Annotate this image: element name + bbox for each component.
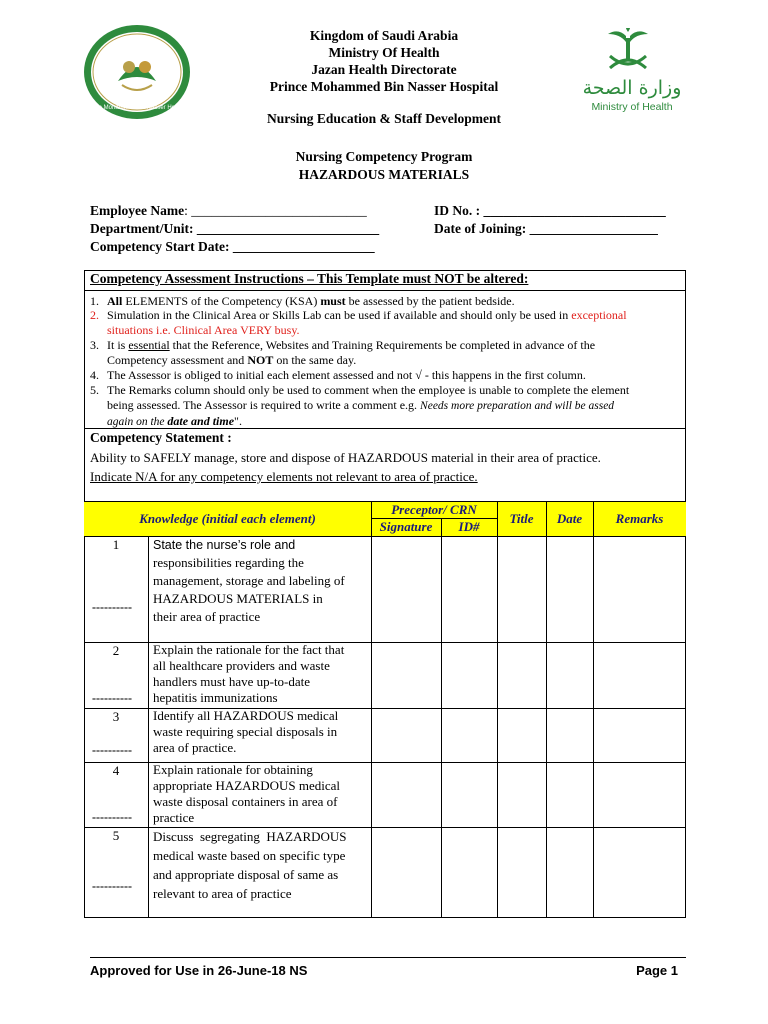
id-header: ID# [458, 519, 480, 534]
header-hospital: Prince Mohammed Bin Nasser Hospital [269, 79, 499, 94]
initial-line: ---------- [92, 810, 132, 824]
table-row [84, 762, 686, 827]
statement-na-note: Indicate N/A for any competency elements not relevant to area of practice. [90, 469, 478, 484]
preceptor-header: Preceptor/ CRN [391, 502, 477, 517]
row-number: 1 [112, 537, 120, 552]
footer-divider [90, 957, 686, 958]
initial-line: ---------- [92, 743, 132, 757]
element-text: management, storage and labeling of [153, 573, 345, 588]
element-text: medical waste based on specific type [153, 848, 346, 863]
element-text: Discuss segregating HAZARDOUS [153, 829, 347, 844]
instruction-1: 1. All ELEMENTS of the Competency (KSA) must be assessed by the patient bedside. [90, 294, 515, 308]
element-text: and appropriate disposal of same as [153, 867, 339, 882]
statement-text: Ability to SAFELY manage, store and dispose of HAZARDOUS material in their area of practice. [90, 450, 601, 465]
element-text: area of practice. [153, 740, 237, 755]
topic-title: HAZARDOUS MATERIALS [298, 167, 470, 182]
header-directorate: Jazan Health Directorate [311, 62, 457, 77]
approval-note: Approved for Use in 26-June-18 NS [90, 963, 308, 978]
initial-line: ---------- [92, 879, 132, 893]
header-country: Kingdom of Saudi Arabia [309, 28, 459, 43]
table-row [84, 827, 686, 918]
row-number: 2 [112, 643, 120, 658]
logo-english-text: Ministry of Health [591, 101, 673, 113]
title-header: Title [509, 511, 534, 526]
element-text: HAZARDOUS MATERIALS in [153, 591, 323, 606]
employee-name-field: Employee Name: __________________________ [90, 203, 367, 218]
id-no-field: ID No. : ___________________________ [434, 203, 666, 218]
seal-text: Prince Mohammed bin Nasser Hospital [84, 105, 190, 111]
initial-line: ---------- [92, 691, 132, 705]
start-date-field: Competency Start Date: _____________________ [90, 239, 375, 254]
knowledge-header: Knowledge (initial each element) [139, 511, 316, 526]
element-text: handlers must have up-to-date [153, 674, 311, 689]
instruction-2: 2. Simulation in the Clinical Area or Skills Lab can be used if available and should only be used in exceptional situations i.e. Clinical Area VERY busy. [90, 308, 627, 337]
table-row [84, 536, 686, 642]
logo-arabic-text: وزارة الصحة [582, 77, 682, 99]
page-number: Page 1 [636, 963, 678, 978]
instruction-3: 3. It is essential that the Reference, Websites and Training Requirements be completed in advance of the Competency assessment and NOT on the same day. [90, 338, 596, 367]
element-text: hepatitis immunizations [153, 690, 278, 705]
instruction-5: 5. The Remarks column should only be used to comment when the employee is unable to complete the element being assessed. The Assessor is required to write a comment e.g. Needs more preparation and will be assed again on the date and time". [90, 383, 630, 428]
date-header: Date [556, 511, 583, 526]
department-unit-field: Department/Unit: ___________________________ [90, 221, 380, 236]
table-row [84, 708, 686, 762]
row-number: 3 [112, 709, 120, 724]
element-text: Explain the rationale for the fact that [153, 642, 345, 657]
statement-title: Competency Statement : [90, 430, 232, 445]
instructions-title: Competency Assessment Instructions – This Template must NOT be altered: [90, 271, 529, 286]
header-ministry: Ministry Of Health [328, 45, 440, 60]
row-number: 4 [112, 763, 120, 778]
element-text: Identify all HAZARDOUS medical [153, 708, 339, 723]
header-department: Nursing Education & Staff Development [266, 111, 501, 126]
signature-header: Signature [379, 519, 433, 534]
element-text: State the nurse’s role and [153, 538, 296, 552]
initial-line: ---------- [92, 600, 132, 614]
element-text: Explain rationale for obtaining [153, 762, 313, 777]
row-number: 5 [112, 828, 120, 843]
element-text: waste disposal containers in area of [153, 794, 338, 809]
program-title: Nursing Competency Program [295, 149, 473, 164]
instruction-4: 4. The Assessor is obliged to initial each element assessed and not √ - this happens in the first column. [90, 368, 586, 382]
date-joining-field: Date of Joining: ___________________ [434, 221, 658, 236]
table-row [84, 642, 686, 708]
element-text: all healthcare providers and waste [153, 658, 330, 673]
element-text: waste requiring special disposals in [153, 724, 338, 739]
element-text: appropriate HAZARDOUS medical [153, 778, 341, 793]
element-text: relevant to area of practice [153, 886, 292, 901]
remarks-header: Remarks [615, 511, 664, 526]
element-text: responsibilities regarding the [153, 555, 304, 570]
element-text: their area of practice [153, 609, 261, 624]
element-text: practice [153, 810, 195, 825]
